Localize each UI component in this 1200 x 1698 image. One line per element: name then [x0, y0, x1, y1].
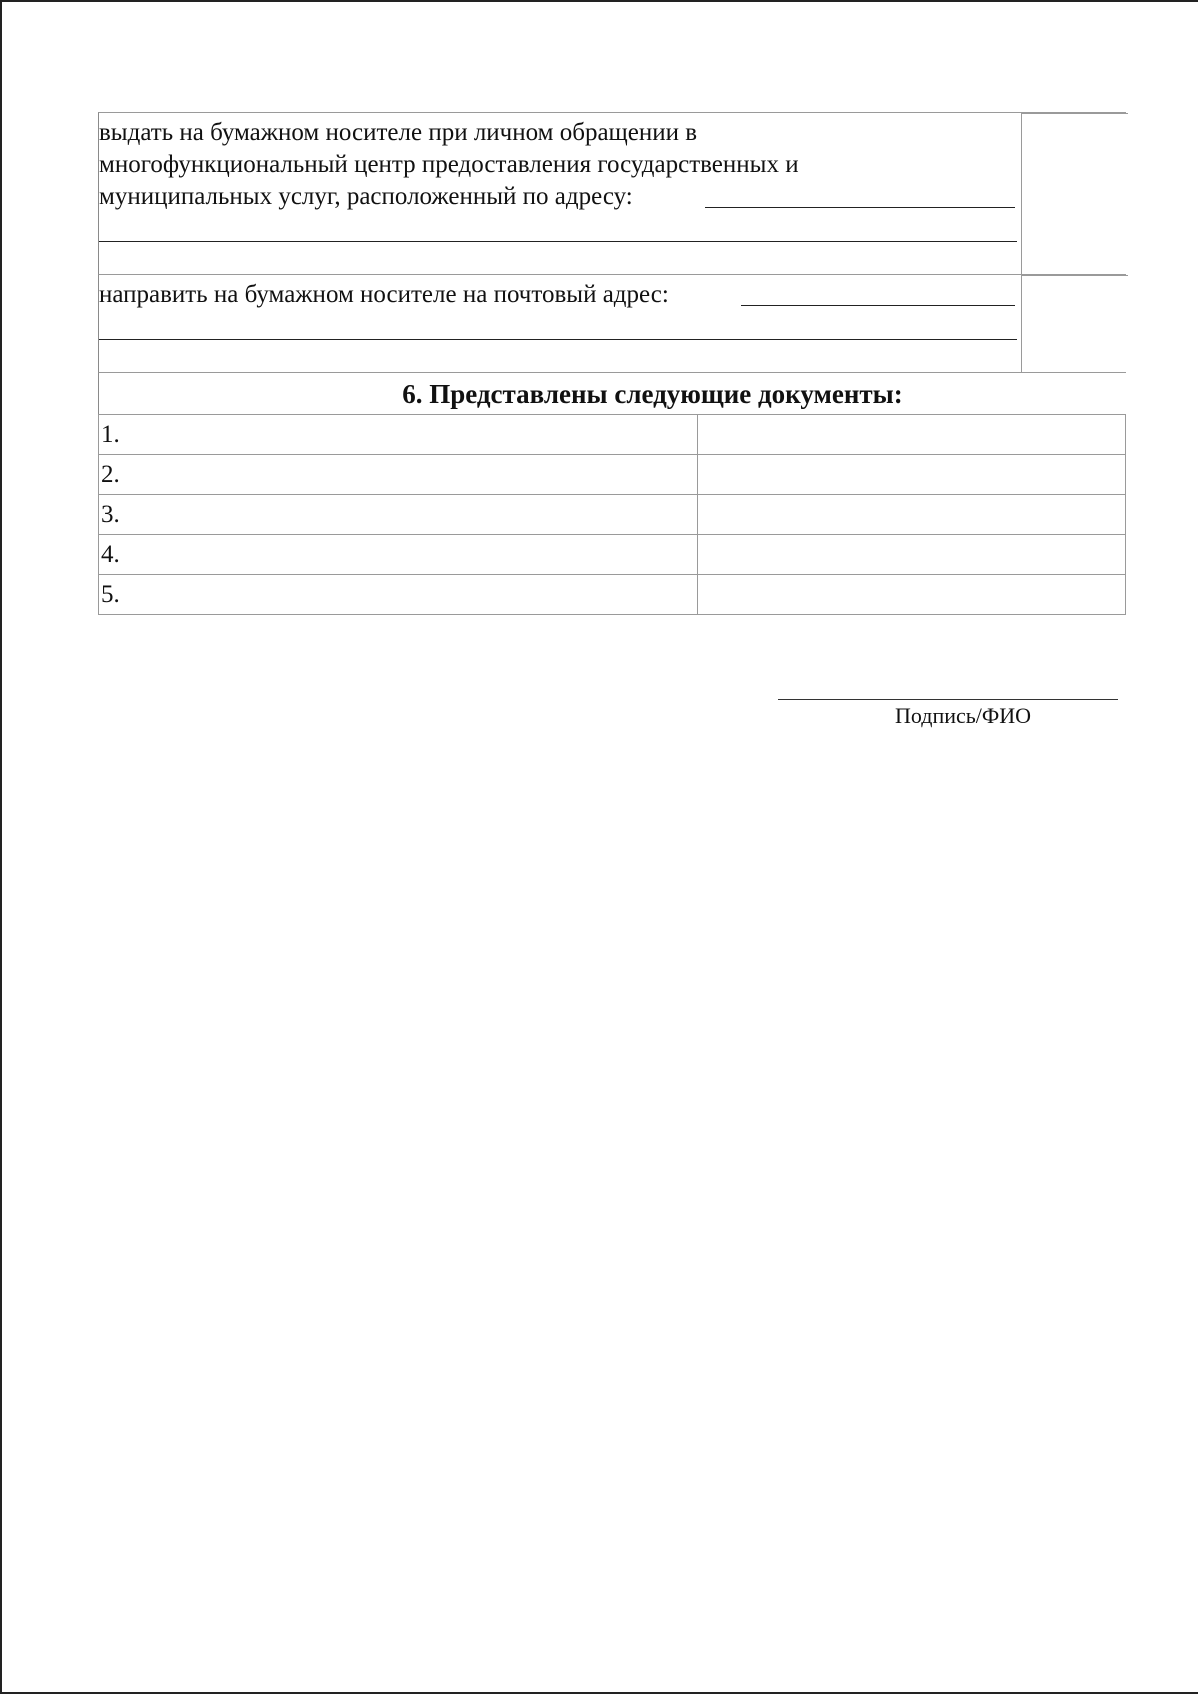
table-row — [99, 575, 1126, 615]
document-number-cell: 1. — [99, 415, 698, 455]
in-person-line-2: многофункциональный центр предоставления государственных и — [99, 151, 799, 178]
document-number-cell: 3. — [99, 495, 698, 535]
document-number-cell: 4. — [99, 535, 698, 575]
in-person-checkbox-cell[interactable] — [1021, 113, 1128, 274]
delivery-options-table — [98, 112, 1126, 615]
mail-address-fill-line-2[interactable] — [99, 339, 1017, 340]
document-entry-cell[interactable] — [698, 455, 1126, 495]
address-fill-line-2[interactable] — [99, 241, 1017, 242]
document-entry-cell[interactable] — [698, 535, 1126, 575]
document-entry-cell[interactable] — [698, 495, 1126, 535]
by-mail-option-row — [98, 274, 1126, 372]
in-person-option-text — [99, 117, 1019, 213]
document-entry-cell[interactable] — [698, 575, 1126, 615]
mail-address-fill-line-1[interactable] — [741, 305, 1015, 306]
table-row — [99, 535, 1126, 575]
table-row — [99, 495, 1126, 535]
documents-heading: 6. Представлены следующие документы: — [402, 379, 903, 409]
address-fill-line-1[interactable] — [705, 207, 1015, 208]
signature-label: Подпись/ФИО — [895, 703, 1032, 728]
in-person-line-3: муниципальных услуг, расположенный по адресу: — [99, 183, 633, 210]
document-number-cell: 2. — [99, 455, 698, 495]
table-row — [99, 415, 1126, 455]
document-entry-cell[interactable] — [698, 415, 1126, 455]
by-mail-checkbox-cell[interactable] — [1021, 275, 1128, 372]
in-person-option-row — [98, 112, 1126, 274]
in-person-line-1: выдать на бумажном носителе при личном обращении в — [99, 119, 698, 146]
signature-line[interactable] — [778, 699, 1118, 700]
by-mail-option-text: направить на бумажном носителе на почтовый адрес: — [99, 281, 669, 308]
documents-heading-row — [98, 372, 1126, 414]
table-row — [99, 455, 1126, 495]
documents-table — [98, 414, 1126, 615]
document-number-cell: 5. — [99, 575, 698, 615]
